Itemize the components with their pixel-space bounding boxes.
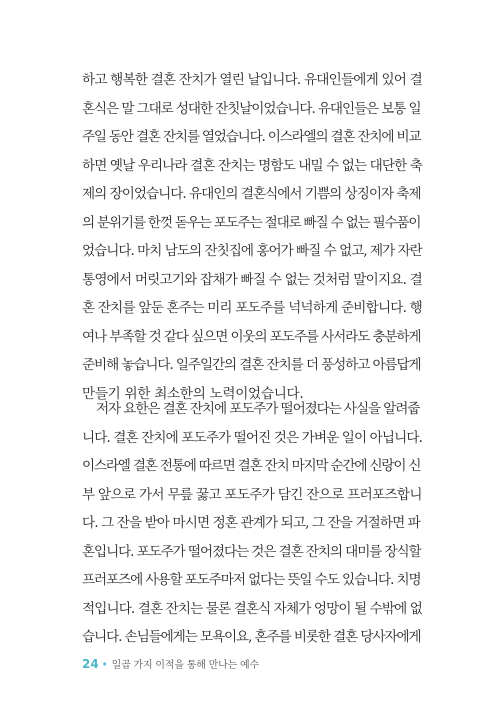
text-line: 부 앞으로 가서 무릎 꿇고 포도주가 담긴 잔으로 프러포즈합니 <box>82 486 422 503</box>
text-line: 여나 부족할 것 같다 싶으면 이웃의 포도주를 사서라도 충분하게 <box>82 328 421 345</box>
text-line: 혼입니다. 포도주가 떨어졌다는 것은 결혼 잔치의 대미를 장식할 <box>82 543 421 560</box>
text-line-indented: 저자 요한은 결혼 잔치에 포도주가 떨어졌다는 사실을 알려줍 <box>96 401 420 417</box>
body-paragraph-1 <box>82 66 422 408</box>
text-line: 준비해 놓습니다. 일주일간의 결혼 잔치를 더 풍성하고 아름답게 <box>82 357 421 373</box>
running-title: 일곱 가지 이적을 통해 만나는 예수 <box>111 660 259 671</box>
text-line: 습니다. 손님들에게는 모욕이요, 혼주를 비롯한 결혼 당사자에게 <box>82 629 421 645</box>
body-paragraph-2 <box>82 395 422 652</box>
text-line: 의 분위기를 한껏 돋우는 포도주는 절대로 빠질 수 없는 필수품이 <box>82 214 421 231</box>
text-line: 하고 행복한 결혼 잔치가 열린 날입니다. 유대인들에게 있어 결 <box>82 72 422 88</box>
text-line: 주일 동안 결혼 잔치를 열었습니다. 이스라엘의 결혼 잔치에 비교 <box>82 129 421 145</box>
bullet-separator: • <box>101 660 108 671</box>
text-line: 프러포즈에 사용할 포도주마저 없다는 뜻일 수도 있습니다. 치명 <box>82 572 421 588</box>
text-line: 통영에서 머릿고기와 잡채가 빠질 수 없는 것처럼 말이지요. 결 <box>82 271 422 288</box>
text-line: 혼식은 말 그대로 성대한 잔칫날이었습니다. 유대인들은 보통 일 <box>82 100 421 117</box>
text-line: 다. 그 잔을 받아 마시면 정혼 관계가 되고, 그 잔을 거절하면 파 <box>82 515 421 531</box>
text-line: 하면 옛날 우리나라 결혼 잔치는 명함도 내밀 수 없는 대단한 축 <box>82 157 422 174</box>
text-line: 제의 장이었습니다. 유대인의 결혼식에서 기쁨의 상징이자 축제 <box>82 186 421 202</box>
text-line: 었습니다. 마치 남도의 잔칫집에 홍어가 빠질 수 없고, 제가 자란 <box>82 243 422 259</box>
text-line: 혼 잔치를 앞둔 혼주는 미리 포도주를 넉넉하게 준비합니다. 행 <box>82 300 422 316</box>
text-line: 만들기 위한 최소한의 노력이었습니다. <box>82 385 304 402</box>
page-number: 24 <box>82 657 99 671</box>
text-line: 적입니다. 결혼 잔치는 물론 결혼식 자체가 엉망이 될 수밖에 없 <box>82 600 422 617</box>
page-footer <box>82 655 259 673</box>
text-line: 이스라엘 결혼 전통에 따르면 결혼 잔치 마지막 순간에 신랑이 신 <box>82 458 421 474</box>
text-line: 니다. 결혼 잔치에 포도주가 떨어진 것은 가벼운 일이 아닙니다. <box>82 429 422 446</box>
